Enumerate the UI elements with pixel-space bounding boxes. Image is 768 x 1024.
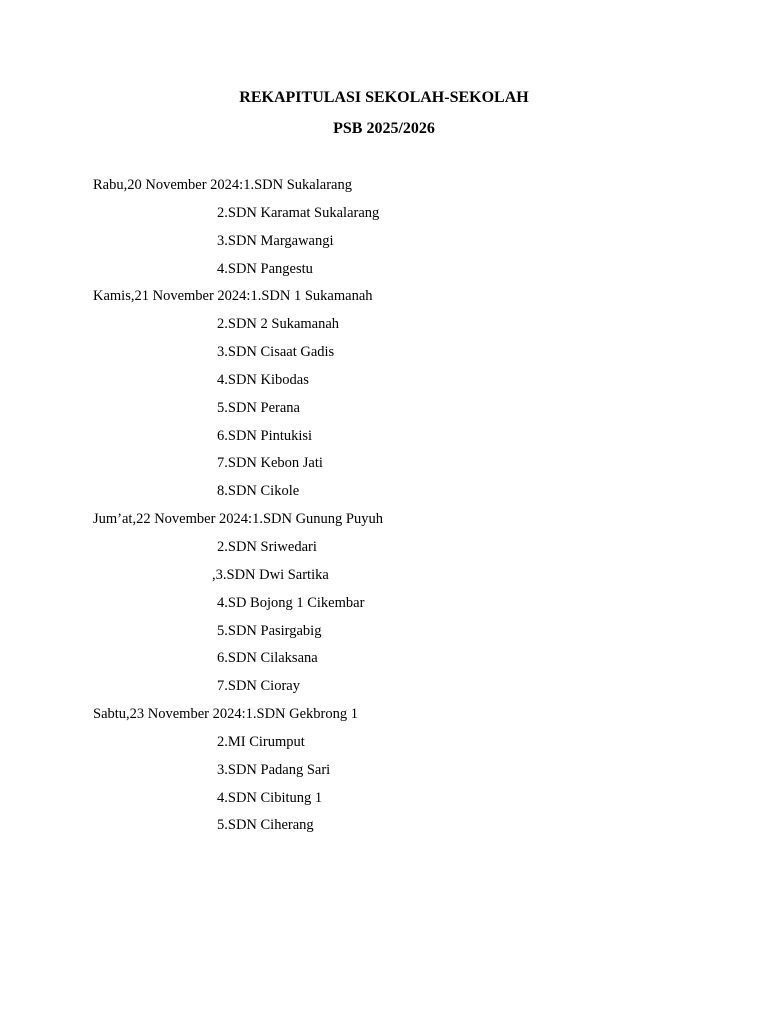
school-item: 4.SDN Cibitung 1 [217,789,323,806]
school-item: 2.MI Cirumput [217,733,305,750]
school-item: 2.SDN Sriwedari [217,538,317,555]
school-item: 5.SDN Perana [217,399,300,416]
school-item: 5.SDN Pasirgabig [217,622,322,639]
school-item: 4.SD Bojong 1 Cikembar [217,594,365,611]
school-item: 6.SDN Pintukisi [217,427,313,444]
document-title: REKAPITULASI SEKOLAH-SEKOLAH [239,89,529,106]
school-item: 8.SDN Cikole [217,483,300,500]
schedule-day-jumat [93,509,693,537]
schedule-list [93,175,693,843]
day-label: Kamis,21 November 2024: [93,288,251,305]
school-item: 5.SDN Ciherang [217,817,314,834]
school-item: 4.SDN Pangestu [217,260,313,277]
school-item: 3.SDN Padang Sari [217,761,331,778]
school-item: 7.SDN Cioray [217,678,300,695]
school-item: 1.SDN Sukalarang [243,177,352,193]
day-label: Sabtu,23 November 2024: [93,706,246,723]
school-item: ,3.SDN Dwi Sartika [212,566,329,583]
school-item: 7.SDN Kebon Jati [217,455,323,472]
school-item: 2.SDN Karamat Sukalarang [217,204,380,221]
school-item: 6.SDN Cilaksana [217,650,318,667]
schedule-day-kamis [93,286,693,314]
school-item: 3.SDN Margawangi [217,232,334,249]
document-subtitle: PSB 2025/2026 [333,120,435,137]
day-label: Rabu,20 November 2024: [93,177,244,193]
school-item: 1.SDN 1 Sukamanah [250,288,373,305]
schedule-day-rabu [93,175,693,203]
school-item: 4.SDN Kibodas [217,371,309,388]
school-item: 2.SDN 2 Sukamanah [217,316,340,333]
day-label: Jum’at,22 November 2024: [93,511,253,528]
school-item: 1.SDN Gekbrong 1 [245,706,359,723]
school-item: 3.SDN Cisaat Gadis [217,344,335,361]
school-item: 1.SDN Gunung Puyuh [252,511,383,528]
schedule-day-sabtu [93,704,693,732]
